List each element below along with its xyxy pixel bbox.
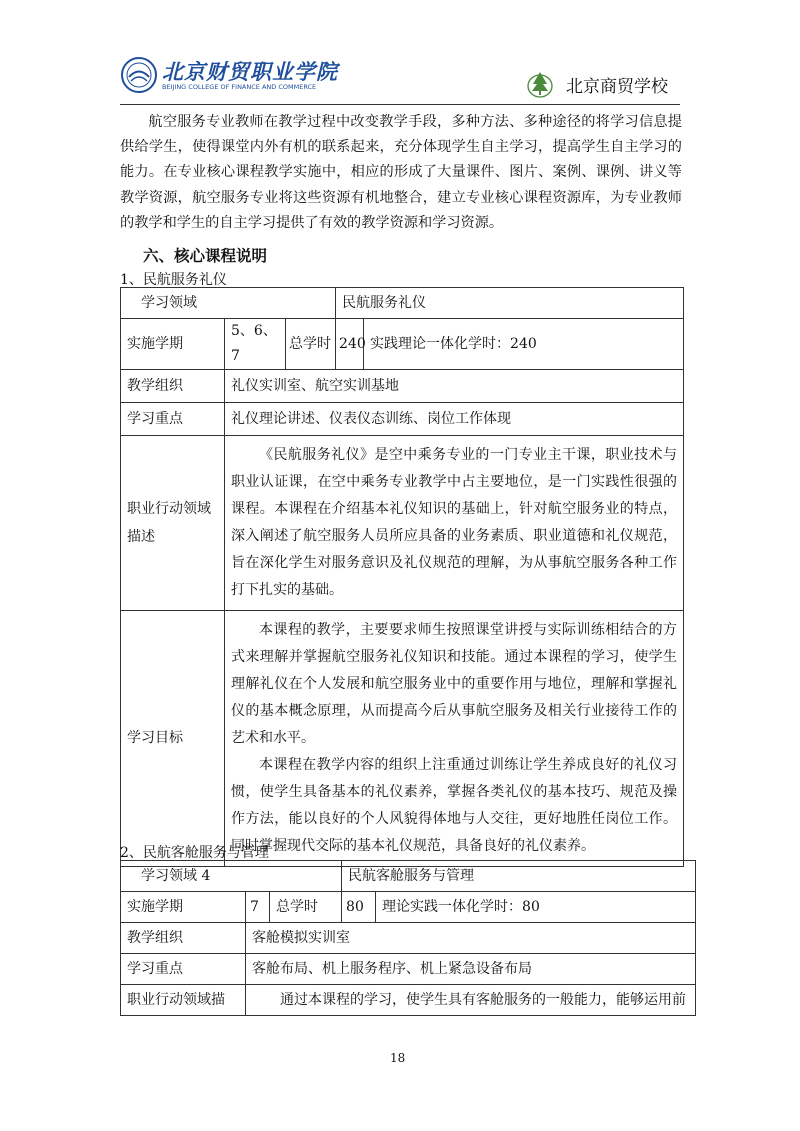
focus-label: 学习重点 bbox=[121, 403, 225, 436]
org-label: 教学组织 bbox=[121, 923, 246, 954]
college-logo-cn: 北京财贸职业学院 bbox=[162, 59, 338, 84]
hours-value: 240 bbox=[336, 319, 364, 370]
header-divider bbox=[120, 104, 680, 105]
term-value: 7 bbox=[246, 892, 270, 923]
learning-area-label: 学习领域 bbox=[121, 288, 336, 319]
table-row bbox=[121, 954, 696, 985]
hours-label: 总学时 bbox=[270, 892, 342, 923]
goal-paragraph-2: 本课程在教学内容的组织上注重通过训练让学生养成良好的礼仪习惯，使学生具备基本的礼仪素养，掌握各类礼仪的基本技巧、规范及操作方法，能以良好的个人风貌得体地与人交往，更好地胜任岗位工作。同时掌握现代交际的基本礼仪规范，具备良好的礼仪素养。 bbox=[231, 757, 677, 854]
table-row bbox=[121, 861, 696, 892]
learning-area-value: 民航客舱服务与管理 bbox=[342, 861, 696, 892]
course1-table bbox=[120, 287, 684, 867]
learning-area-value: 民航服务礼仪 bbox=[336, 288, 684, 319]
goal-label: 学习目标 bbox=[121, 611, 225, 867]
table-row bbox=[121, 370, 684, 403]
table-row bbox=[121, 319, 684, 370]
practice-hours: 理论实践一体化学时：80 bbox=[376, 892, 696, 923]
org-value: 礼仪实训室、航空实训基地 bbox=[225, 370, 684, 403]
focus-value: 客舱布局、机上服务程序、机上紧急设备布局 bbox=[246, 954, 696, 985]
hours-label: 总学时 bbox=[286, 319, 336, 370]
term-label: 实施学期 bbox=[121, 319, 225, 370]
org-value: 客舱模拟实训室 bbox=[246, 923, 696, 954]
org-label: 教学组织 bbox=[121, 370, 225, 403]
desc-label: 职业行动领域描述 bbox=[121, 436, 225, 611]
college-logo bbox=[120, 56, 338, 96]
term-value: 5、6、7 bbox=[225, 319, 286, 370]
desc-label: 职业行动领域描 bbox=[121, 985, 246, 1016]
table-row bbox=[121, 611, 684, 867]
page-header bbox=[120, 52, 680, 108]
goal-paragraph-1: 本课程的教学，主要要求师生按照课堂讲授与实际训练相结合的方式来理解并掌握航空服务礼仪知识和技能。通过本课程的学习，使学生理解礼仪在个人发展和航空服务业中的重要作用与地位，理解和掌握礼仪的基本概念原理，从而提高今后从事航空服务及相关行业接待工作的艺术和水平。 bbox=[231, 622, 677, 746]
table-row bbox=[121, 985, 696, 1016]
learning-area-label: 学习领域 4 bbox=[121, 861, 342, 892]
course2-title: 2、民航客舱服务与管理 bbox=[120, 845, 269, 861]
focus-label: 学习重点 bbox=[121, 954, 246, 985]
table-row bbox=[121, 436, 684, 611]
intro-paragraph: 航空服务专业教师在教学过程中改变教学手段，多种方法、多种途径的将学习信息提供给学生，使得课堂内外有机的联系起来，充分体现学生自主学习，提高学生自主学习的能力。在专业核心课程教学实施中，相应的形成了大量课件、图片、案例、课例、讲义等教学资源，航空服务专业将这些资源有机地整合，建立专业核心课程资源库，为专业教师的教学和学生的自主学习提供了有效的教学资源和学习资源。 bbox=[120, 114, 682, 231]
school-name: 北京商贸学校 bbox=[566, 77, 668, 97]
table-row bbox=[121, 923, 696, 954]
college-emblem-icon bbox=[120, 56, 158, 94]
course2-table bbox=[120, 860, 696, 1016]
table-row bbox=[121, 892, 696, 923]
page-number: 18 bbox=[390, 1051, 406, 1065]
hours-value: 80 bbox=[342, 892, 376, 923]
table-row bbox=[121, 288, 684, 319]
school-emblem-icon bbox=[527, 68, 553, 98]
goal-value bbox=[225, 611, 684, 867]
term-label: 实施学期 bbox=[121, 892, 246, 923]
desc-value: 《民航服务礼仪》是空中乘务专业的一门专业主干课，职业技术与职业认证课，在空中乘务专业教学中占主要地位，是一门实践性很强的课程。本课程在介绍基本礼仪知识的基础上，针对航空服务业的特点，深入阐述了航空服务人员所应具备的业务素质、职业道德和礼仪规范，旨在深化学生对服务意识及礼仪规范的理解，为从事航空服务各种工作打下扎实的基础。 bbox=[225, 436, 684, 611]
desc-value: 通过本课程的学习，使学生具有客舱服务的一般能力，能够运用前 bbox=[246, 985, 696, 1016]
college-logo-en: BEIJING COLLEGE OF FINANCE AND COMMERCE bbox=[162, 83, 317, 91]
table-row bbox=[121, 403, 684, 436]
practice-hours: 实践理论一体化学时：240 bbox=[364, 319, 684, 370]
focus-value: 礼仪理论讲述、仪表仪态训练、岗位工作体现 bbox=[225, 403, 684, 436]
section-heading: 六、核心课程说明 bbox=[143, 247, 268, 265]
course1-title: 1、民航服务礼仪 bbox=[120, 272, 227, 288]
